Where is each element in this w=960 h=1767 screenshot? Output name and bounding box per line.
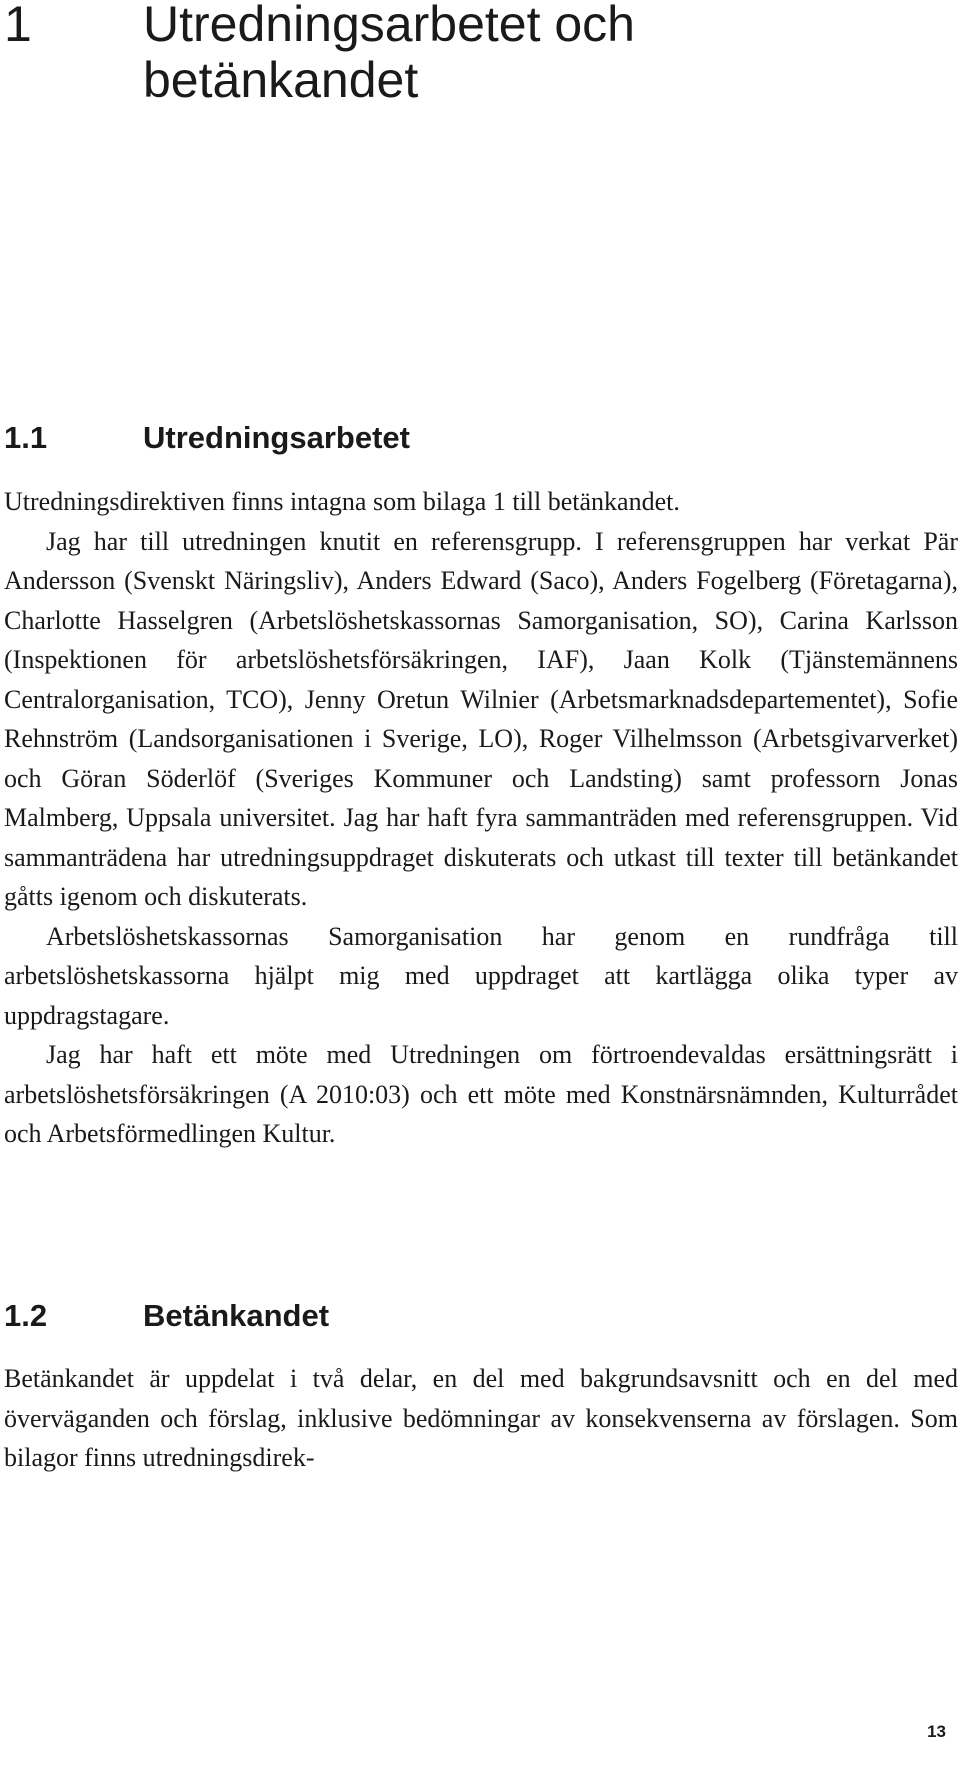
section-title-1-2: Betänkandet (143, 1298, 330, 1333)
chapter-title: Utredningsarbetet och betänkandet (143, 0, 635, 108)
paragraph: Jag har till utredningen knutit en referensgrupp. I referensgruppen har verkat Pär Andersson (Svenskt Näringsliv), Anders Edward (Saco), Anders Fogelberg (Företagarna), Charlotte Hasselgren (Arbetslöshetskassornas Samorganisation, SO), Carina Karlsson (Inspektionen för arbetslöshetsförsäkringen, IAF), Jaan Kolk (Tjänstemännens Centralorganisation, TCO), Jenny Oretun Wilnier (Arbetsmarknadsdepartementet), Sofie Rehnström (Landsorganisationen i Sverige, LO), Roger Vilhelmsson (Arbetsgivarverket) och Göran Söderlöf (Sveriges Kommuner och Landsting) samt professorn Jonas Malmberg, Uppsala universitet. Jag har haft fyra sammanträden med referensgruppen. Vid sammanträdena har utredningsuppdraget diskuterats och utkast till texter till betänkandet gåtts igenom och diskuterats. (4, 526, 958, 911)
paragraph: Jag har haft ett möte med Utredningen om förtroendevaldas ersättningsrätt i arbetslöshetsförsäkringen (A 2010:03) och ett möte med Konstnärsnämnden, Kulturrådet och Arbetsförmedlingen Kultur. (4, 1040, 958, 1148)
section-title-1-1: Utredningsarbetet (143, 420, 410, 455)
paragraph: Betänkandet är uppdelat i två delar, en del med bakgrundsavsnitt och en del med överväganden och förslag, inklusive bedömningar av konsekvenserna av förslagen. Som bilagor finns utredningsdirek- (4, 1364, 958, 1472)
section-1-2-body (4, 1359, 958, 1478)
paragraph: Utredningsdirektiven finns intagna som bilaga 1 till betänkandet. (4, 487, 680, 516)
section-number-1-2: 1.2 (4, 1298, 48, 1333)
section-1-1-body (4, 482, 958, 1154)
section-number-1-1: 1.1 (4, 420, 48, 455)
page-number: 13 (927, 1722, 946, 1741)
paragraph: Arbetslöshetskassornas Samorganisation har genom en rundfråga till arbetslöshetskassorna hjälpt mig med uppdraget att kartlägga olika typer av uppdragstagare. (4, 921, 958, 1030)
chapter-number: 1 (4, 0, 32, 52)
